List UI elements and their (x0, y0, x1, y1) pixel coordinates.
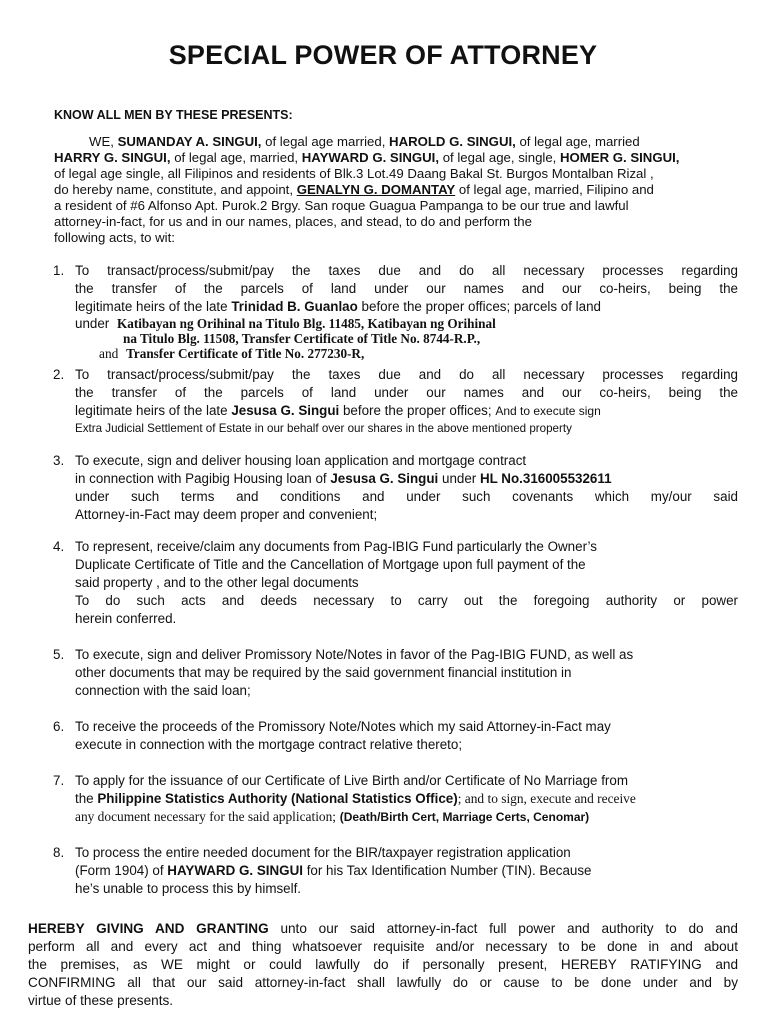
act-text: legitimate heirs of the late (75, 299, 228, 314)
act-item-5 (28, 646, 738, 700)
principal-name-4: HAYWARD G. SINGUI, (301, 150, 440, 165)
decedent-name: Trinidad B. Guanlao (231, 299, 358, 314)
act-line: he’s unable to process this by himself. (75, 881, 302, 896)
taxpayer-name: HAYWARD G. SINGUI (167, 863, 303, 878)
act-line: To process the entire needed document for the BIR/taxpayer registration application (75, 845, 571, 860)
act-number: 7. (53, 773, 65, 788)
act-text: for his Tax Identification Number (TIN). Because (306, 863, 592, 878)
act-text: And to execute sign (495, 404, 601, 418)
decedent-name: Jesusa G. Singui (231, 403, 340, 418)
housing-loan-number: HL No.316005532611 (479, 471, 612, 486)
acts-list (28, 262, 738, 898)
intro-text-2: of legal age, married (519, 134, 640, 149)
principal-name-2: HAROLD G. SINGUI, (389, 134, 516, 149)
act-number: 4. (53, 539, 65, 554)
act-number: 5. (53, 647, 65, 662)
act-text: legitimate heirs of the late (75, 403, 228, 418)
act-text: under (442, 471, 477, 486)
act-line: Duplicate Certificate of Title and the Cancellation of Mortgage upon full payment of the (75, 557, 586, 572)
act-item-8 (28, 844, 738, 898)
act-number: 3. (53, 453, 65, 468)
act-line: To apply for the issuance of our Certificate of Live Birth and/or Certificate of No Marriage from (75, 773, 628, 788)
act-text: ; and to sign, execute and receive (457, 791, 636, 806)
act-text: under (75, 316, 110, 331)
act-line: herein conferred. (75, 611, 177, 626)
act-number: 6. (53, 719, 65, 734)
conclusion-line: CONFIRMING all that our said attorney-in-fact shall lawfully do or cause to be done under and by (28, 975, 738, 990)
act-line: Extra Judicial Settlement of Estate in our behalf over our shares in the above mentioned property (75, 422, 572, 435)
principal-name-1: SUMANDAY A. SINGUI, (117, 134, 262, 149)
act-line: said property , and to the other legal documents (75, 575, 359, 590)
intro-text-3: of legal age, married, (174, 150, 299, 165)
act-text: any document necessary for the said application; (75, 809, 337, 824)
intro-we: WE, (89, 134, 114, 149)
act-line (75, 316, 738, 331)
act-number: 1. (53, 263, 65, 278)
act-line (75, 346, 738, 361)
act-line: connection with the said loan; (75, 683, 251, 698)
document-title: SPECIAL POWER OF ATTORNEY (168, 40, 598, 70)
act-line: To transact/process/submit/pay the taxes due and do all necessary processes regarding (75, 367, 738, 382)
intro-line-1 (54, 134, 738, 150)
act-line: Attorney-in-Fact may deem proper and convenient; (75, 507, 378, 522)
conclusion-text: unto our said attorney-in-fact full power and authority to do and (280, 921, 738, 936)
intro-attorney-desc: of legal age, married, Filipino and (458, 182, 654, 197)
agency-name: Philippine Statistics Authority (National Statistics Office) (97, 791, 458, 806)
conclusion-paragraph (28, 920, 738, 1010)
act-line: To receive the proceeds of the Promissory Note/Notes which my said Attorney-in-Fact may (75, 719, 611, 734)
land-titles: Katibayan ng Orihinal na Titulo Blg. 11485, Katibayan ng Orihinal (116, 316, 496, 331)
act-line: To transact/process/submit/pay the taxes due and do all necessary processes regarding (75, 263, 738, 278)
act-text: before the proper offices; (342, 403, 492, 418)
act-item-3 (28, 452, 738, 524)
act-item-4 (28, 538, 738, 628)
act-line (75, 470, 738, 488)
land-titles: Transfer Certificate of Title No. 277230-R, (126, 346, 365, 361)
intro-line-3: of legal age single, all Filipinos and residents of Blk.3 Lot.49 Daang Bakal St. Burgos Montalban Rizal , (54, 166, 654, 181)
intro-appoint-text: do hereby name, constitute, and appoint, (54, 182, 294, 197)
act-line (75, 298, 738, 316)
conclusion-line: virtue of these presents. (28, 993, 174, 1008)
intro-paragraph (54, 134, 738, 246)
act-line: To execute, sign and deliver Promissory Note/Notes in favor of the Pag-IBIG FUND, as well as (75, 647, 634, 662)
intro-text-1: of legal age married, (265, 134, 386, 149)
act-line: other documents that may be required by the said government financial institution in (75, 665, 572, 680)
intro-text-4: of legal age, single, (442, 150, 557, 165)
act-line: execute in connection with the mortgage contract relative thereto; (75, 737, 463, 752)
act-item-6 (28, 718, 738, 754)
certificate-types: (Death/Birth Cert, Marriage Certs, Cenomar) (339, 810, 590, 824)
attorney-in-fact-name: GENALYN G. DOMANTAY (296, 182, 456, 197)
act-text: the (75, 791, 94, 806)
principal-name-5: HOMER G. SINGUI, (560, 150, 680, 165)
act-line: under such terms and conditions and under such covenants which my/our said (75, 489, 738, 504)
conclusion-line: perform all and every act and thing whatsoever requisite and/or necessary to be done in and about (28, 939, 738, 954)
act-text: before the proper offices; parcels of land (361, 299, 601, 314)
act-line (75, 808, 738, 826)
act-line (75, 790, 738, 808)
act-number: 8. (53, 845, 65, 860)
act-item-1 (28, 262, 738, 361)
act-text: in connection with Pagibig Housing loan of (75, 471, 327, 486)
conclusion-line: the premises, as WE might or could lawfully do if personally present, HEREBY RATIFYING and (28, 957, 738, 972)
act-number: 2. (53, 367, 65, 382)
intro-line-7: following acts, to wit: (54, 230, 175, 245)
act-item-2 (28, 366, 738, 438)
intro-line-2 (54, 150, 738, 166)
act-text: (Form 1904) of (75, 863, 164, 878)
granting-clause: HEREBY GIVING AND GRANTING (28, 921, 269, 936)
act-line: To represent, receive/claim any documents from Pag-IBIG Fund particularly the Owner’s (75, 539, 597, 554)
salutation: KNOW ALL MEN BY THESE PRESENTS: (54, 108, 293, 122)
conclusion-line (28, 920, 738, 938)
act-line (75, 402, 738, 420)
act-line: To do such acts and deeds necessary to carry out the foregoing authority or power (75, 593, 738, 608)
intro-line-5: a resident of #6 Alfonso Apt. Purok.2 Brgy. San roque Guagua Pampanga to be our true and lawful (54, 198, 629, 213)
principal-name-3: HARRY G. SINGUI, (54, 150, 171, 165)
intro-line-6: attorney-in-fact, for us and in our names, places, and stead, to do and perform the (54, 214, 532, 229)
act-line (75, 862, 738, 880)
act-text: and (99, 346, 119, 361)
act-item-7 (28, 772, 738, 826)
borrower-name: Jesusa G. Singui (330, 471, 439, 486)
act-line: To execute, sign and deliver housing loan application and mortgage contract (75, 453, 527, 468)
act-line: the transfer of the parcels of land under our names and our co-heirs, being the (75, 385, 738, 400)
intro-line-4 (54, 182, 738, 198)
act-line: the transfer of the parcels of land under our names and our co-heirs, being the (75, 281, 738, 296)
land-titles: na Titulo Blg. 11508, Transfer Certificate of Title No. 8744-R.P., (123, 331, 481, 346)
